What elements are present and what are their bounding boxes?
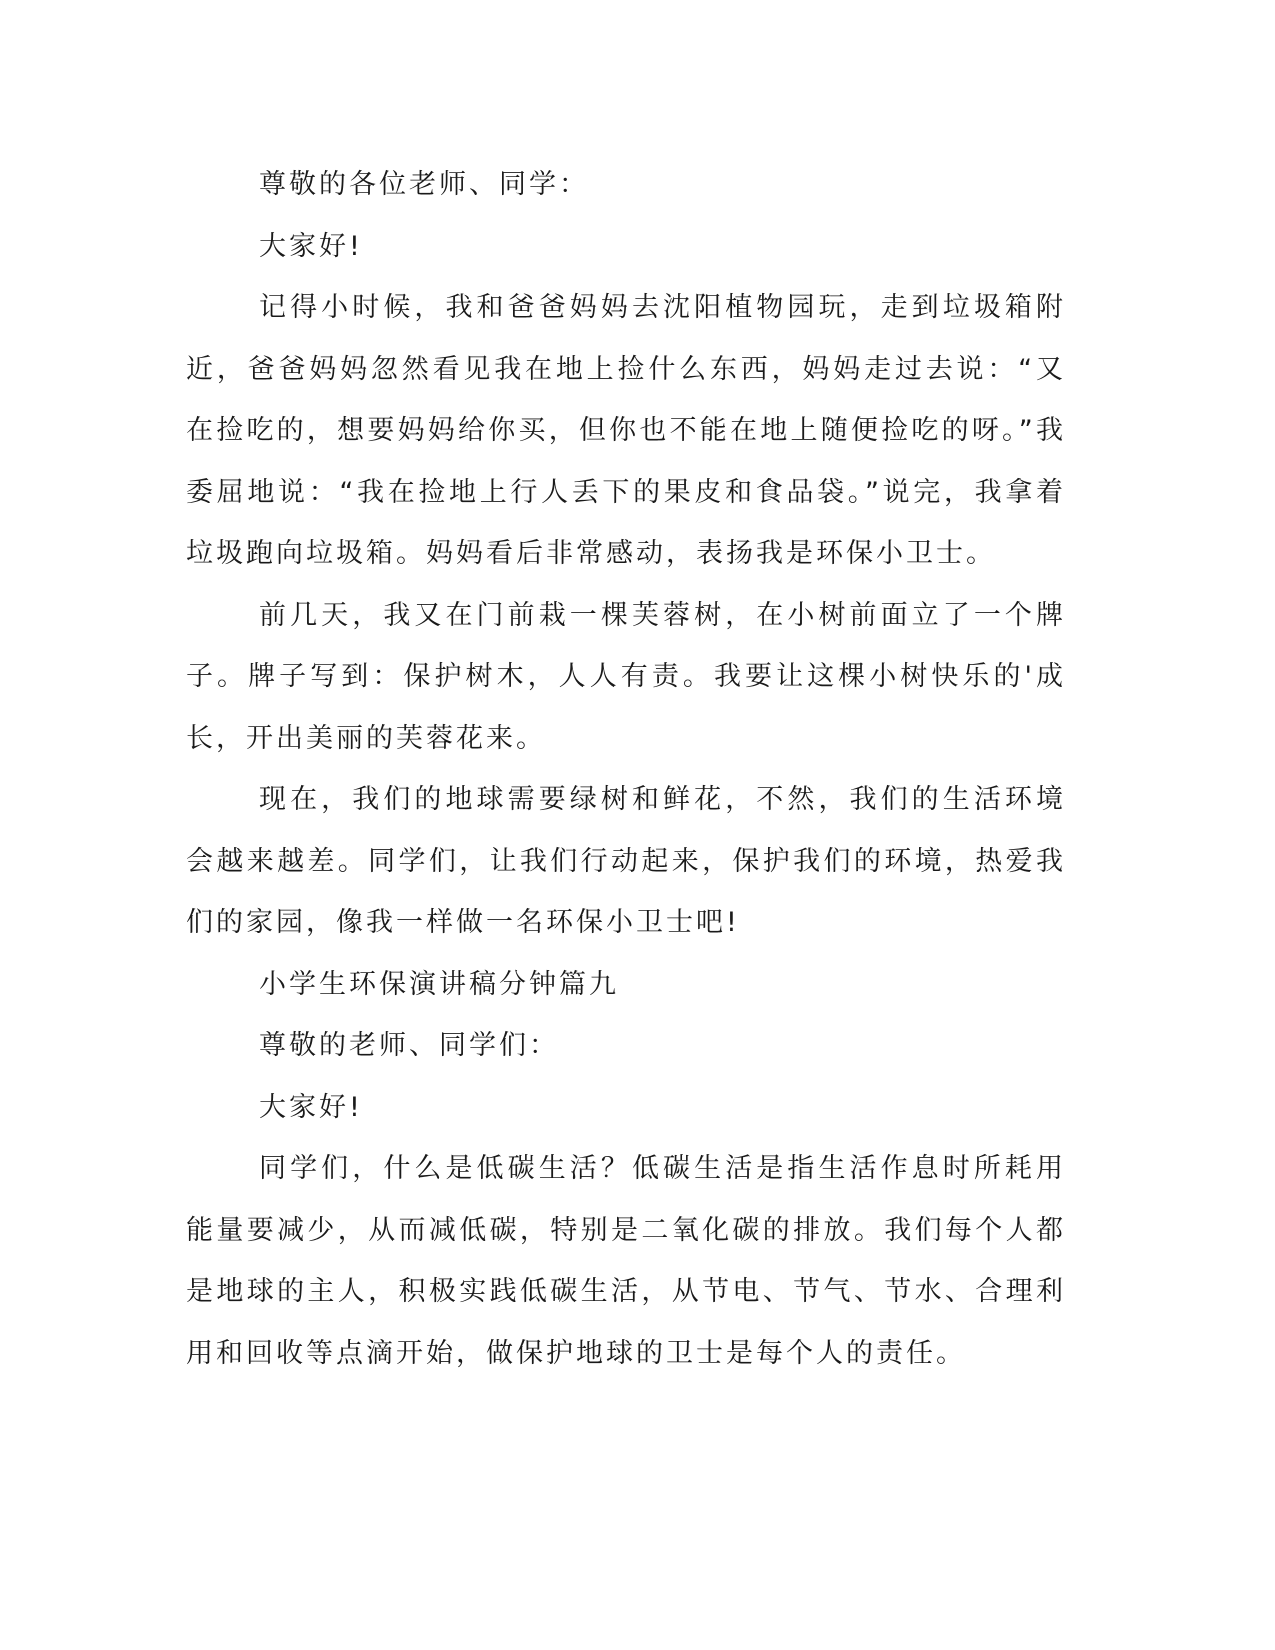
paragraph-call-to-action: 现在，我们的地球需要绿树和鲜花，不然，我们的生活环境会越来越差。同学们，让我们行动起来，保护我们的环境，热爱我们的家园，像我一样做一名环保小卫士吧! (186, 784, 1066, 938)
salutation: 尊敬的各位老师、同学： (259, 169, 589, 200)
paragraph-low-carbon: 同学们，什么是低碳生活？低碳生活是指生活作息时所耗用能量要减少，从而减低碳，特别是二氧化碳的排放。我们每个人都是地球的主人，积极实践低碳生活，从节电、节气、节水、合理利用和回收等点滴开始，做保护地球的卫士是每个人的责任。 (186, 1153, 1066, 1369)
document-body (186, 154, 1066, 1384)
salutation-2: 尊敬的老师、同学们： (259, 1030, 559, 1061)
paragraph-childhood: 记得小时候，我和爸爸妈妈去沈阳植物园玩，走到垃圾箱附近，爸爸妈妈忽然看见我在地上捡什么东西，妈妈走过去说：“又在捡吃的，想要妈妈给你买，但你也不能在地上随便捡吃的呀。”我委屈地说：“我在捡地上行人丢下的果皮和食品袋。”说完，我拿着垃圾跑向垃圾箱。妈妈看后非常感动，表扬我是环保小卫士。 (186, 292, 1066, 569)
greeting: 大家好! (259, 230, 363, 262)
paragraph-tree: 前几天，我又在门前栽一棵芙蓉树，在小树前面立了一个牌子。牌子写到：保护树木，人人有责。我要让这棵小树快乐的'成长，开出美丽的芙蓉花来。 (186, 599, 1066, 754)
greeting-2: 大家好! (259, 1091, 363, 1123)
section-heading: 小学生环保演讲稿分钟篇九 (259, 968, 619, 1000)
